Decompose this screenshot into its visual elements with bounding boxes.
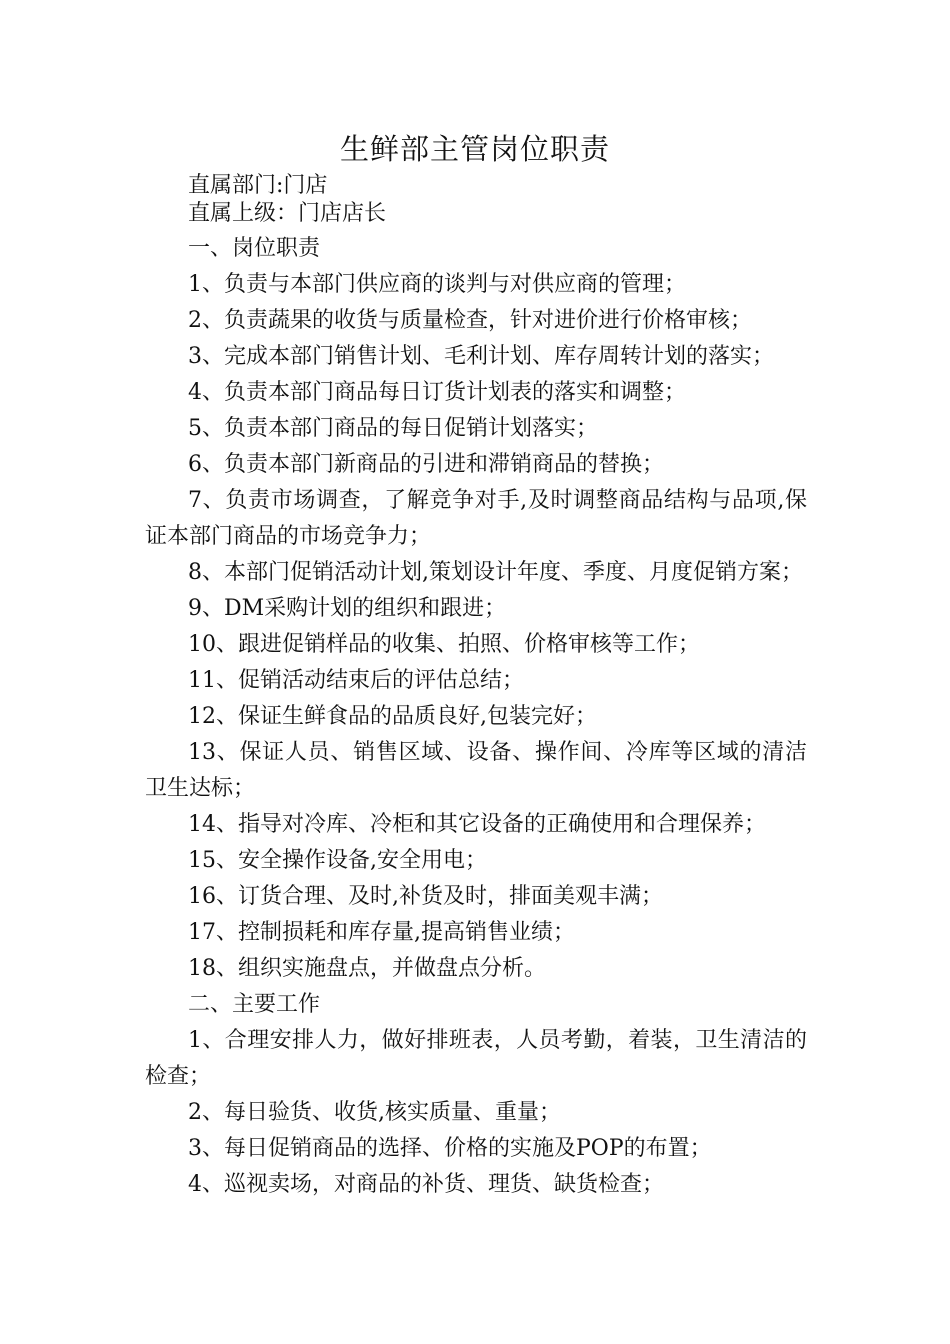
responsibility-item-17: 17、控制损耗和库存量,提高销售业绩； (188, 920, 575, 945)
document-body (145, 172, 807, 1203)
responsibility-item-8: 8、本部门促销活动计划,策划设计年度、季度、月度促销方案； (188, 560, 803, 585)
section-heading-main-work: 二、主要工作 (188, 992, 321, 1017)
responsibility-item-15: 15、安全操作设备,安全用电； (188, 848, 487, 873)
responsibility-item-1: 1、负责与本部门供应商的谈判与对供应商的管理； (188, 272, 686, 297)
document-title: 生鲜部主管岗位职责 (339, 132, 610, 166)
responsibility-item-3: 3、完成本部门销售计划、毛利计划、库存周转计划的落实； (188, 344, 774, 369)
main-work-item-2: 2、每日验货、收货,核实质量、重量； (188, 1100, 561, 1125)
responsibility-item-11: 11、促销活动结束后的评估总结； (188, 668, 524, 693)
responsibility-item-7: 7、负责市场调查，了解竞争对手,及时调整商品结构与品项,保证本部门商品的市场竞争力； (145, 488, 807, 549)
responsibility-item-9: 9、DM采购计划的组织和跟进； (188, 596, 507, 621)
responsibility-item-4: 4、负责本部门商品每日订货计划表的落实和调整； (188, 380, 686, 405)
main-work-item-1: 1、合理安排人力，做好排班表，人员考勤，着装，卫生清洁的检查； (145, 1028, 807, 1089)
responsibility-item-2: 2、负责蔬果的收货与质量检查，针对进价进行价格审核； (188, 308, 752, 333)
responsibility-item-18: 18、组织实施盘点，并做盘点分析。 (188, 956, 546, 981)
responsibility-item-14: 14、指导对冷库、冷柜和其它设备的正确使用和合理保养； (188, 812, 766, 837)
responsibility-item-6: 6、负责本部门新商品的引进和滞销商品的替换； (188, 452, 664, 477)
main-work-item-4: 4、巡视卖场，对商品的补货、理货、缺货检查； (188, 1172, 664, 1197)
responsibility-item-5: 5、负责本部门商品的每日促销计划落实； (188, 416, 598, 441)
responsibility-item-12: 12、保证生鲜食品的品质良好,包装完好； (188, 704, 597, 729)
responsibility-item-16: 16、订货合理、及时,补货及时，排面美观丰满； (188, 884, 663, 909)
department-line: 直属部门:门店 (188, 173, 328, 198)
section-heading-responsibilities: 一、岗位职责 (188, 236, 321, 261)
main-work-item-3: 3、每日促销商品的选择、价格的实施及POP的布置； (188, 1136, 712, 1161)
responsibility-item-10: 10、跟进促销样品的收集、拍照、价格审核等工作； (188, 632, 700, 657)
responsibility-item-13: 13、保证人员、销售区域、设备、操作间、冷库等区域的清洁卫生达标； (145, 740, 807, 801)
superior-line: 直属上级：门店店长 (188, 201, 387, 226)
